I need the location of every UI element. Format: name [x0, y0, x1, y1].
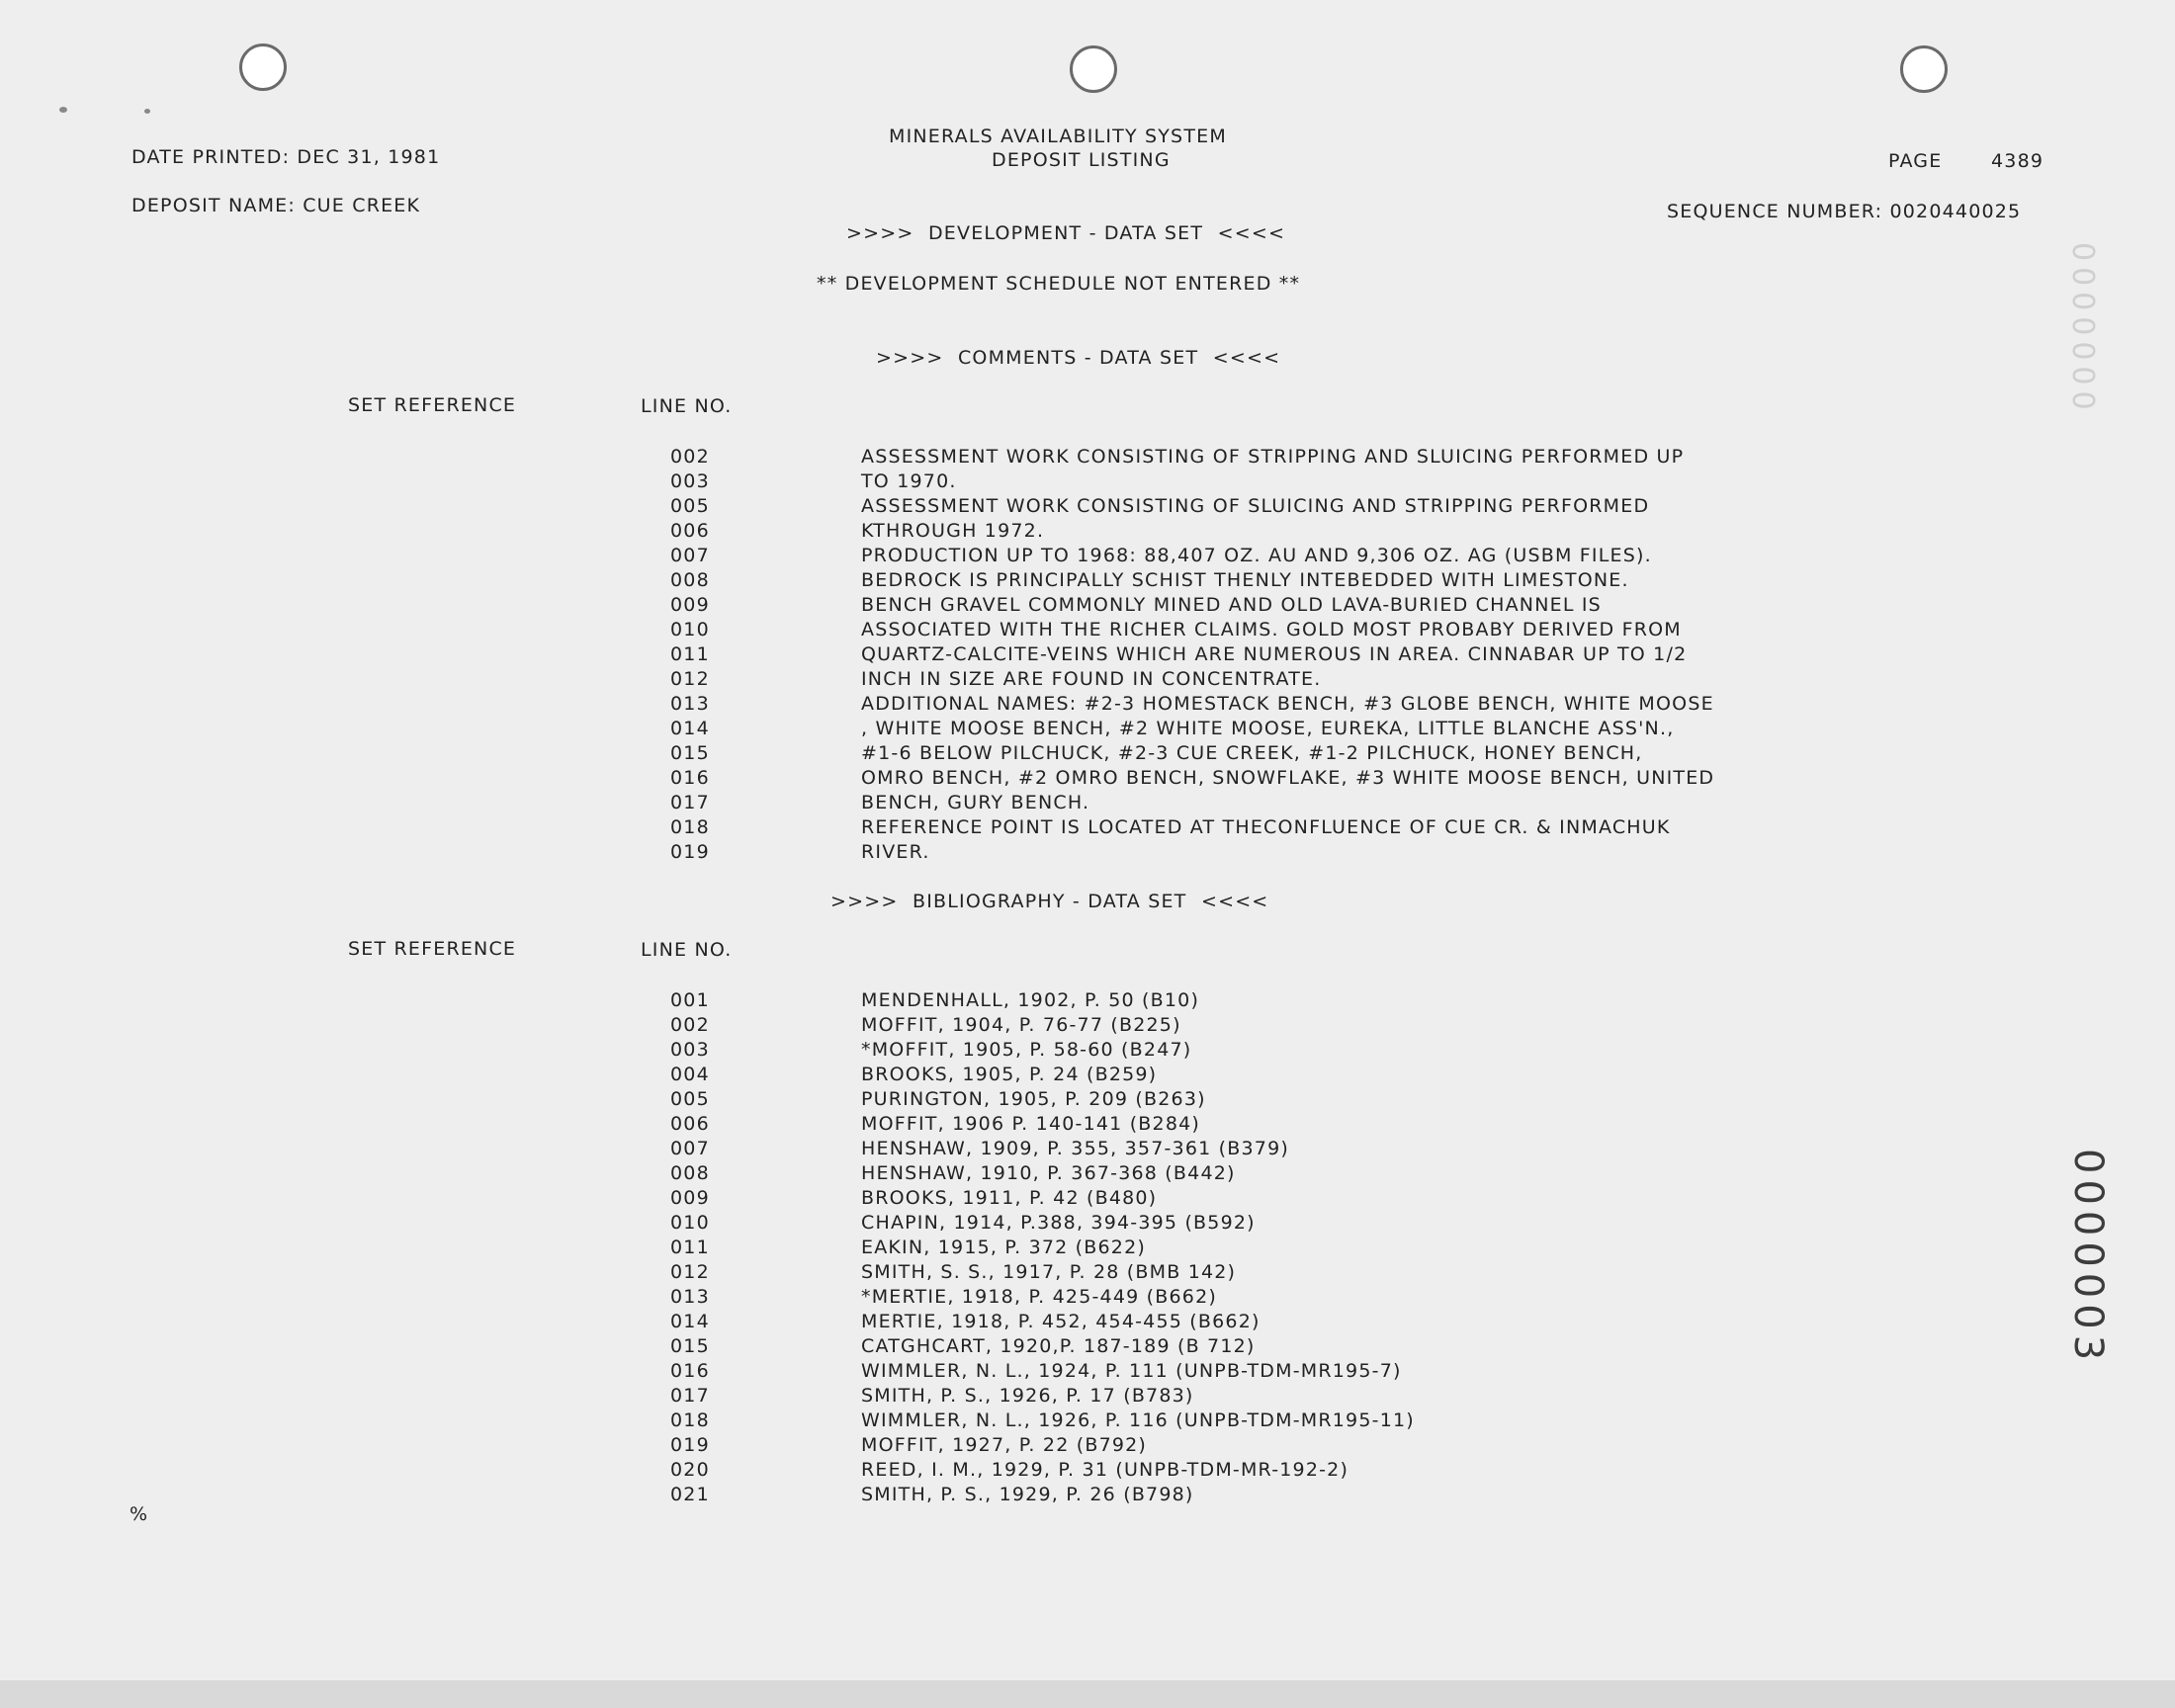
comments-line-number: 015 [670, 742, 710, 764]
comments-row [670, 692, 1714, 717]
bibliography-row [670, 1409, 1415, 1433]
comments-row [670, 544, 1714, 568]
comments-line-number: 018 [670, 816, 710, 838]
bibliography-line-number: 007 [670, 1138, 710, 1159]
bibliography-row [670, 1186, 1415, 1211]
bibliography-line-text: REED, I. M., 1929, P. 31 (UNPB-TDM-MR-192-2) [861, 1459, 1349, 1481]
bibliography-row [670, 1334, 1415, 1359]
bibliography-line-text: PURINGTON, 1905, P. 209 (B263) [861, 1088, 1206, 1110]
comments-line-number: 014 [670, 718, 710, 739]
comments-line-text: RIVER. [861, 841, 930, 863]
bibliography-row [670, 1063, 1415, 1087]
bibliography-line-text: MOFFIT, 1927, P. 22 (B792) [861, 1434, 1148, 1456]
comments-line-text: INCH IN SIZE ARE FOUND IN CONCENTRATE. [861, 668, 1322, 690]
bibliography-row [670, 1384, 1415, 1409]
comments-line-number: 009 [670, 594, 710, 616]
comments-line-number: 008 [670, 569, 710, 591]
side-stamp-faint: 0000000 [2065, 242, 2100, 416]
bibliography-row [670, 1236, 1415, 1260]
comments-set-reference-label: SET REFERENCE [348, 394, 517, 416]
sequence-number: SEQUENCE NUMBER: 0020440025 [1667, 201, 2022, 222]
bibliography-line-text: SMITH, P. S., 1926, P. 17 (B783) [861, 1385, 1194, 1407]
bibliography-list [670, 988, 1415, 1507]
comments-row [670, 618, 1714, 642]
bibliography-line-number: 006 [670, 1113, 710, 1135]
comments-line-number: 013 [670, 693, 710, 715]
bibliography-line-number: 019 [670, 1434, 710, 1456]
bibliography-line-number: 002 [670, 1014, 710, 1036]
comments-line-number: 007 [670, 545, 710, 566]
comments-row [670, 766, 1714, 791]
bibliography-line-number: 016 [670, 1360, 710, 1382]
comments-row [670, 470, 1714, 494]
bibliography-line-text: EAKIN, 1915, P. 372 (B622) [861, 1237, 1146, 1258]
bibliography-line-text: BROOKS, 1905, P. 24 (B259) [861, 1064, 1158, 1085]
comments-line-text: ADDITIONAL NAMES: #2-3 HOMESTACK BENCH, #3 GLOBE BENCH, WHITE MOOSE [861, 693, 1714, 715]
comments-line-number: 010 [670, 619, 710, 640]
comments-row [670, 519, 1714, 544]
bibliography-line-number: 015 [670, 1335, 710, 1357]
punch-hole-center [1070, 45, 1117, 93]
bibliography-line-number: 014 [670, 1311, 710, 1332]
bibliography-row [670, 1087, 1415, 1112]
bibliography-heading: >>>> BIBLIOGRAPHY - DATA SET <<<< [830, 891, 1269, 912]
comments-line-no-label: LINE NO. [641, 395, 733, 417]
bibliography-line-text: MOFFIT, 1904, P. 76-77 (B225) [861, 1014, 1181, 1036]
comments-row [670, 593, 1714, 618]
bibliography-line-text: *MOFFIT, 1905, P. 58-60 (B247) [861, 1039, 1192, 1061]
comments-line-number: 017 [670, 792, 710, 813]
bibliography-line-number: 012 [670, 1261, 710, 1283]
bibliography-line-text: WIMMLER, N. L., 1924, P. 111 (UNPB-TDM-MR195-7) [861, 1360, 1402, 1382]
bibliography-set-reference-label: SET REFERENCE [348, 938, 517, 960]
bibliography-row [670, 1310, 1415, 1334]
bibliography-line-text: HENSHAW, 1909, P. 355, 357-361 (B379) [861, 1138, 1289, 1159]
bibliography-line-text: WIMMLER, N. L., 1926, P. 116 (UNPB-TDM-MR195-11) [861, 1409, 1415, 1431]
bibliography-row [670, 1137, 1415, 1161]
comments-line-text: ASSESSMENT WORK CONSISTING OF SLUICING AND STRIPPING PERFORMED [861, 495, 1650, 517]
bibliography-row [670, 988, 1415, 1013]
comments-row [670, 791, 1714, 815]
bibliography-line-number: 020 [670, 1459, 710, 1481]
bibliography-row [670, 1038, 1415, 1063]
comments-row [670, 667, 1714, 692]
side-stamp: 0000003 [2065, 1149, 2111, 1367]
comments-line-number: 012 [670, 668, 710, 690]
bibliography-row [670, 1112, 1415, 1137]
comments-row [670, 568, 1714, 593]
bibliography-line-text: SMITH, S. S., 1917, P. 28 (BMB 142) [861, 1261, 1237, 1283]
bibliography-line-text: MENDENHALL, 1902, P. 50 (B10) [861, 989, 1200, 1011]
bibliography-line-no-label: LINE NO. [641, 939, 733, 961]
bibliography-row [670, 1211, 1415, 1236]
bibliography-row [670, 1285, 1415, 1310]
bibliography-line-number: 011 [670, 1237, 710, 1258]
comments-line-number: 019 [670, 841, 710, 863]
development-heading: >>>> DEVELOPMENT - DATA SET <<<< [846, 222, 1286, 244]
comments-line-number: 011 [670, 643, 710, 665]
comments-line-text: REFERENCE POINT IS LOCATED AT THECONFLUENCE OF CUE CR. & INMACHUK [861, 816, 1671, 838]
bibliography-row [670, 1359, 1415, 1384]
comments-row [670, 815, 1714, 840]
comments-row [670, 840, 1714, 865]
bibliography-line-text: CATGHCART, 1920,P. 187-189 (B 712) [861, 1335, 1256, 1357]
comments-line-text: OMRO BENCH, #2 OMRO BENCH, SNOWFLAKE, #3 WHITE MOOSE BENCH, UNITED [861, 767, 1715, 789]
bibliography-line-number: 010 [670, 1212, 710, 1234]
comments-line-text: BENCH, GURY BENCH. [861, 792, 1090, 813]
bibliography-line-number: 003 [670, 1039, 710, 1061]
bibliography-line-text: MERTIE, 1918, P. 452, 454-455 (B662) [861, 1311, 1261, 1332]
comments-line-text: QUARTZ-CALCITE-VEINS WHICH ARE NUMEROUS IN AREA. CINNABAR UP TO 1/2 [861, 643, 1688, 665]
bibliography-line-number: 008 [670, 1162, 710, 1184]
bibliography-row [670, 1483, 1415, 1507]
comments-line-number: 003 [670, 470, 710, 492]
comments-line-text: PRODUCTION UP TO 1968: 88,407 OZ. AU AND 9,306 OZ. AG (USBM FILES). [861, 545, 1652, 566]
deposit-name: DEPOSIT NAME: CUE CREEK [131, 195, 421, 216]
comments-line-number: 005 [670, 495, 710, 517]
footer-mark: % [130, 1503, 149, 1525]
bibliography-line-text: CHAPIN, 1914, P.388, 394-395 (B592) [861, 1212, 1256, 1234]
comments-row [670, 741, 1714, 766]
punch-hole-left [239, 43, 287, 91]
page-number: 4389 [1991, 150, 2044, 172]
comments-row [670, 494, 1714, 519]
bibliography-row [670, 1013, 1415, 1038]
bibliography-line-number: 017 [670, 1385, 710, 1407]
comments-line-number: 006 [670, 520, 710, 542]
bibliography-row [670, 1161, 1415, 1186]
comments-line-text: #1-6 BELOW PILCHUCK, #2-3 CUE CREEK, #1-2 PILCHUCK, HONEY BENCH, [861, 742, 1643, 764]
bibliography-line-number: 004 [670, 1064, 710, 1085]
bibliography-line-text: SMITH, P. S., 1929, P. 26 (B798) [861, 1484, 1194, 1505]
page-label: PAGE [1888, 150, 1943, 172]
bibliography-line-number: 013 [670, 1286, 710, 1308]
date-printed: DATE PRINTED: DEC 31, 1981 [131, 146, 441, 168]
comments-line-text: ASSESSMENT WORK CONSISTING OF STRIPPING AND SLUICING PERFORMED UP [861, 446, 1685, 468]
bibliography-line-number: 009 [670, 1187, 710, 1209]
comments-line-number: 016 [670, 767, 710, 789]
bibliography-row [670, 1433, 1415, 1458]
comments-line-text: KTHROUGH 1972. [861, 520, 1045, 542]
punch-hole-right [1900, 45, 1948, 93]
comments-list [670, 445, 1714, 865]
bibliography-row [670, 1458, 1415, 1483]
comments-row [670, 445, 1714, 470]
bibliography-line-number: 001 [670, 989, 710, 1011]
scan-edge [0, 1680, 2175, 1708]
bibliography-line-text: BROOKS, 1911, P. 42 (B480) [861, 1187, 1158, 1209]
bibliography-line-number: 005 [670, 1088, 710, 1110]
comments-row [670, 717, 1714, 741]
development-note: ** DEVELOPMENT SCHEDULE NOT ENTERED ** [817, 273, 1301, 295]
comments-line-text: BEDROCK IS PRINCIPALLY SCHIST THENLY INTEBEDDED WITH LIMESTONE. [861, 569, 1629, 591]
bibliography-line-text: *MERTIE, 1918, P. 425-449 (B662) [861, 1286, 1217, 1308]
system-title: MINERALS AVAILABILITY SYSTEM [889, 126, 1227, 147]
bibliography-row [670, 1260, 1415, 1285]
comments-line-number: 002 [670, 446, 710, 468]
comments-heading: >>>> COMMENTS - DATA SET <<<< [876, 347, 1281, 369]
bibliography-line-number: 018 [670, 1409, 710, 1431]
comments-line-text: TO 1970. [861, 470, 957, 492]
listing-title: DEPOSIT LISTING [992, 149, 1171, 171]
comments-line-text: , WHITE MOOSE BENCH, #2 WHITE MOOSE, EUREKA, LITTLE BLANCHE ASS'N., [861, 718, 1675, 739]
smudge-mark [144, 109, 150, 114]
comments-line-text: ASSOCIATED WITH THE RICHER CLAIMS. GOLD MOST PROBABY DERIVED FROM [861, 619, 1682, 640]
bibliography-line-number: 021 [670, 1484, 710, 1505]
comments-row [670, 642, 1714, 667]
bibliography-line-text: MOFFIT, 1906 P. 140-141 (B284) [861, 1113, 1201, 1135]
smudge-mark [59, 107, 67, 113]
bibliography-line-text: HENSHAW, 1910, P. 367-368 (B442) [861, 1162, 1236, 1184]
comments-line-text: BENCH GRAVEL COMMONLY MINED AND OLD LAVA-BURIED CHANNEL IS [861, 594, 1602, 616]
